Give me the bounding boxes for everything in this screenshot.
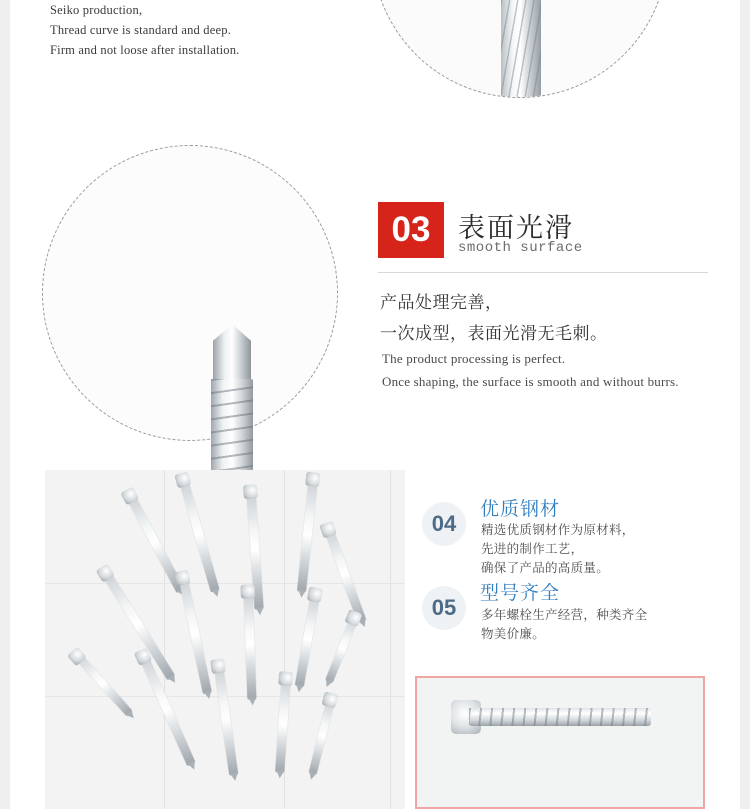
product-photo-circle-top [372,0,668,98]
product-photo-framed [415,676,705,809]
feature-line-05: 多年螺栓生产经营，种类齐全 [481,608,648,622]
feature-line-05: 物美价廉。 [481,627,546,641]
product-photo-screw-pile [45,470,405,809]
section-divider-03 [378,272,708,273]
feature-line-04: 精选优质钢材作为原材料， [481,523,635,537]
top-description-line: Seiko production, [50,3,143,17]
section-body-en-line: Once shaping, the surface is smooth and without burrs. [382,374,679,389]
feature-number-04: 04 [422,502,466,546]
feature-line-04: 先进的制作工艺， [481,542,584,556]
section-title-en-03: smooth surface [458,240,583,256]
page-edge-left [0,0,10,809]
section-body-en-line: The product processing is perfect. [382,351,566,366]
top-description-line: Firm and not loose after installation. [50,43,240,57]
section-number-badge-03: 03 [378,202,444,258]
screw-pile-graphic [45,470,405,809]
screw-thread-texture [469,708,651,726]
section-title-cn-03: 表面光滑 [458,213,574,243]
feature-title-04: 优质钢材 [480,499,561,520]
product-photo-circle-03 [42,145,338,441]
feature-number-05: 05 [422,586,466,630]
top-description-line: Thread curve is standard and deep. [50,23,232,37]
top-description-block [50,0,350,60]
page-edge-right [740,0,750,809]
feature-title-05: 型号齐全 [480,583,561,604]
section-body-cn-line: 一次成型，表面光滑无毛刺。 [380,324,608,343]
feature-line-04: 确保了产品的高质量。 [481,561,610,575]
section-body-cn-line: 产品处理完善， [380,293,503,312]
